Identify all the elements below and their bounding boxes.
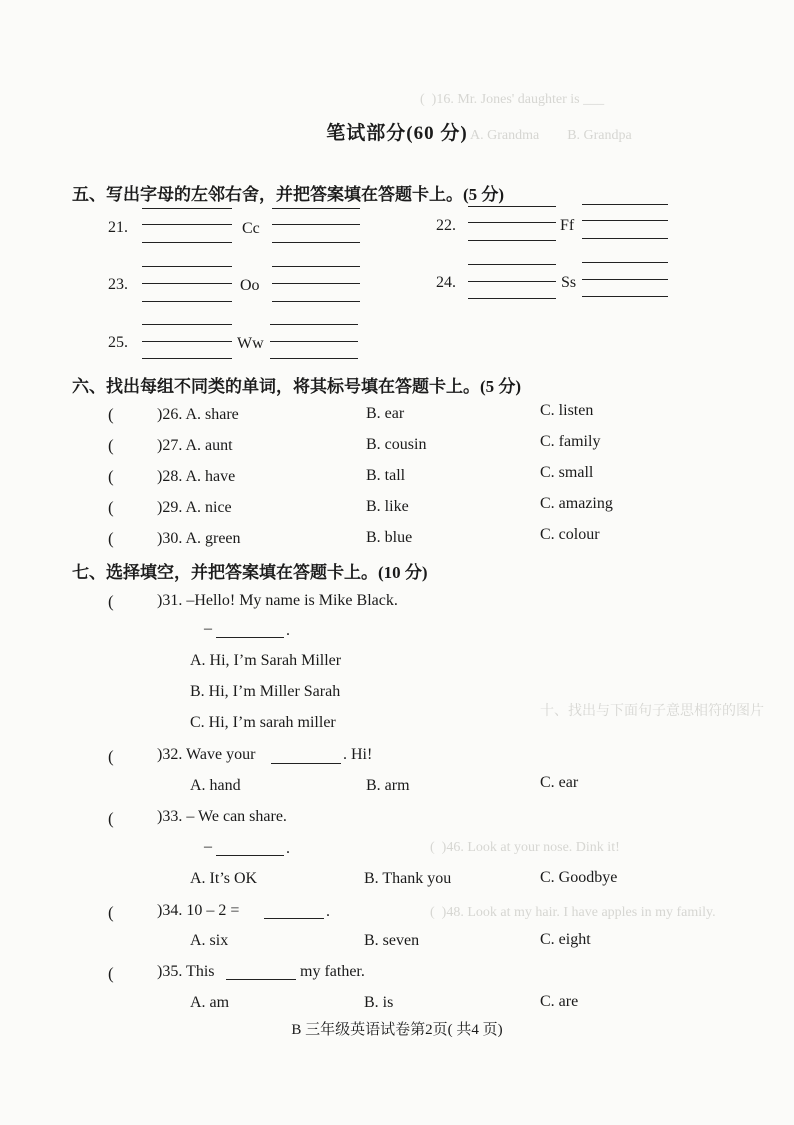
question-26: )26. A. share bbox=[157, 406, 239, 423]
option-c: C. eight bbox=[540, 931, 591, 948]
option-b: B. Thank you bbox=[364, 870, 452, 887]
answer-paren[interactable]: ( bbox=[108, 592, 114, 611]
answer-line[interactable] bbox=[582, 220, 668, 221]
answer-line[interactable] bbox=[270, 324, 358, 325]
option-b: B. like bbox=[366, 498, 409, 515]
option-b: B. cousin bbox=[366, 436, 427, 453]
option-a: A. am bbox=[190, 994, 230, 1011]
show-through-text: A. Grandma B. Grandpa bbox=[470, 128, 632, 143]
answer-line[interactable] bbox=[270, 358, 358, 359]
given-letter: Oo bbox=[240, 277, 260, 294]
answer-line[interactable] bbox=[582, 238, 668, 239]
answer-line[interactable] bbox=[582, 204, 668, 205]
option-b: B. tall bbox=[366, 467, 406, 484]
option-b: B. is bbox=[364, 994, 394, 1011]
answer-paren[interactable]: ( bbox=[108, 903, 114, 922]
option-c: C. colour bbox=[540, 526, 600, 543]
option-c: C. amazing bbox=[540, 495, 613, 512]
answer-line[interactable] bbox=[142, 358, 232, 359]
option-b: B. Hi, I’m Miller Sarah bbox=[190, 683, 341, 700]
given-letter: Ww bbox=[237, 335, 264, 352]
answer-line[interactable] bbox=[272, 301, 360, 302]
item-number: 22. bbox=[436, 217, 456, 234]
answer-line[interactable] bbox=[272, 266, 360, 267]
reply-dash: – bbox=[204, 620, 212, 637]
question-31: )31. –Hello! My name is Mike Black. bbox=[157, 592, 398, 609]
answer-line[interactable] bbox=[582, 262, 668, 263]
given-letter: Ss bbox=[561, 274, 577, 291]
reply-dash: – bbox=[204, 838, 212, 855]
option-b: B. seven bbox=[364, 932, 420, 949]
option-b: B. arm bbox=[366, 777, 410, 794]
answer-line[interactable] bbox=[272, 224, 360, 225]
answer-line[interactable] bbox=[468, 206, 556, 207]
answer-line[interactable] bbox=[142, 224, 232, 225]
answer-line[interactable] bbox=[468, 222, 556, 223]
option-a: A. It’s OK bbox=[190, 870, 258, 887]
option-b: B. blue bbox=[366, 529, 413, 546]
given-letter: Cc bbox=[242, 220, 260, 237]
answer-paren[interactable]: ( bbox=[108, 436, 114, 455]
answer-paren[interactable]: ( bbox=[108, 747, 114, 766]
option-c: C. Goodbye bbox=[540, 869, 618, 886]
item-number: 23. bbox=[108, 276, 128, 293]
question-27: )27. A. aunt bbox=[157, 437, 233, 454]
question-34-stem: )34. 10 – 2 = bbox=[157, 902, 240, 919]
answer-blank[interactable] bbox=[216, 855, 284, 856]
answer-paren[interactable]: ( bbox=[108, 529, 114, 548]
answer-paren[interactable]: ( bbox=[108, 964, 114, 983]
show-through-text: ( )48. Look at my hair. I have apples in my family. bbox=[430, 905, 716, 920]
answer-paren[interactable]: ( bbox=[108, 498, 114, 517]
answer-line[interactable] bbox=[582, 279, 668, 280]
answer-line[interactable] bbox=[142, 208, 232, 209]
answer-line[interactable] bbox=[272, 283, 360, 284]
answer-blank[interactable] bbox=[264, 918, 324, 919]
answer-paren[interactable]: ( bbox=[108, 809, 114, 828]
question-35-tail: my father. bbox=[300, 963, 365, 980]
page-title: 笔试部分(60 分) bbox=[326, 123, 468, 144]
answer-line[interactable] bbox=[142, 341, 232, 342]
question-29: )29. A. nice bbox=[157, 499, 232, 516]
option-a: A. hand bbox=[190, 777, 241, 794]
option-a: A. six bbox=[190, 932, 229, 949]
period: . bbox=[326, 903, 330, 920]
answer-line[interactable] bbox=[468, 264, 556, 265]
answer-line[interactable] bbox=[272, 208, 360, 209]
show-through-text: ( )46. Look at your nose. Dink it! bbox=[430, 840, 620, 855]
period: . bbox=[286, 840, 290, 857]
item-number: 24. bbox=[436, 274, 456, 291]
question-30: )30. A. green bbox=[157, 530, 241, 547]
option-c: C. small bbox=[540, 464, 594, 481]
option-c: C. ear bbox=[540, 774, 579, 791]
question-33: )33. – We can share. bbox=[157, 808, 287, 825]
item-number: 21. bbox=[108, 219, 128, 236]
answer-blank[interactable] bbox=[271, 763, 341, 764]
answer-paren[interactable]: ( bbox=[108, 405, 114, 424]
period: . bbox=[286, 622, 290, 639]
answer-paren[interactable]: ( bbox=[108, 467, 114, 486]
answer-blank[interactable] bbox=[216, 637, 284, 638]
answer-line[interactable] bbox=[468, 281, 556, 282]
section-6-heading: 六、找出每组不同类的单词，将其标号填在答题卡上。(5 分) bbox=[72, 377, 522, 396]
answer-line[interactable] bbox=[142, 283, 232, 284]
answer-line[interactable] bbox=[270, 341, 358, 342]
answer-line[interactable] bbox=[142, 266, 232, 267]
question-32-tail: . Hi! bbox=[343, 746, 373, 763]
question-32-stem: )32. Wave your bbox=[157, 746, 256, 763]
show-through-text: 十、找出与下面句子意思相符的图片 bbox=[540, 704, 764, 719]
answer-line[interactable] bbox=[142, 301, 232, 302]
question-35-stem: )35. This bbox=[157, 963, 215, 980]
page-footer: B 三年级英语试卷第2页( 共4 页) bbox=[291, 1022, 503, 1038]
option-a: A. Hi, I’m Sarah Miller bbox=[190, 652, 342, 669]
section-7-heading: 七、选择填空，并把答案填在答题卡上。(10 分) bbox=[72, 563, 428, 582]
answer-blank[interactable] bbox=[226, 979, 296, 980]
question-28: )28. A. have bbox=[157, 468, 236, 485]
answer-line[interactable] bbox=[582, 296, 668, 297]
item-number: 25. bbox=[108, 334, 128, 351]
answer-line[interactable] bbox=[272, 242, 360, 243]
option-c: C. family bbox=[540, 433, 601, 450]
answer-line[interactable] bbox=[142, 324, 232, 325]
answer-line[interactable] bbox=[142, 242, 232, 243]
show-through-text: ( )16. Mr. Jones' daughter is ___ bbox=[420, 92, 605, 107]
answer-line[interactable] bbox=[468, 298, 556, 299]
section-5-heading: 五、写出字母的左邻右舍，并把答案填在答题卡上。(5 分) bbox=[72, 185, 505, 204]
option-b: B. ear bbox=[366, 405, 405, 422]
option-c: C. are bbox=[540, 993, 579, 1010]
option-c: C. Hi, I’m sarah miller bbox=[190, 714, 336, 731]
option-c: C. listen bbox=[540, 402, 594, 419]
answer-line[interactable] bbox=[468, 240, 556, 241]
given-letter: Ff bbox=[560, 217, 575, 234]
